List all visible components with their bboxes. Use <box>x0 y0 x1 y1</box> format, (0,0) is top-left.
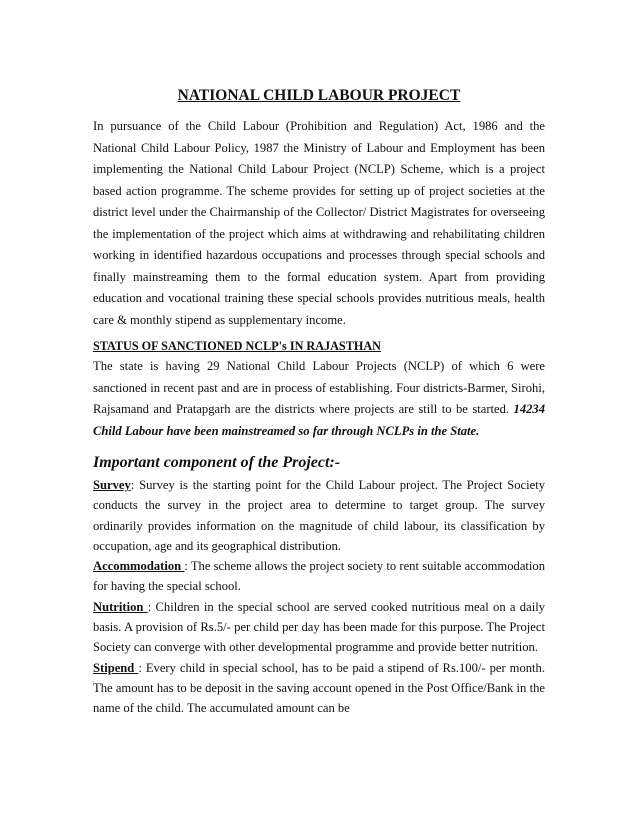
intro-paragraph: In pursuance of the Child Labour (Prohibition and Regulation) Act, 1986 and the National Child Labour Policy, 1987 the Ministry of Labour and Employment has been implementing the National Child Labour Project (NCLP) Scheme, which is a project based action programme. The scheme provides for setting up of project societies at the district level under the Chairmanship of the Collector/ District Magistrates for overseeing the implementation of the project which aims at withdrawing and rehabilitating children working in identified hazardous occupations and processes through special schools and finally mainstreaming them to the formal education system. Apart from providing education and vocational training these special schools provides nutritious meals, health care & monthly stipend as supplementary income. <box>93 119 545 327</box>
component-sep-stipend: : <box>138 660 146 675</box>
status-paragraph <box>93 356 545 442</box>
component-term-nutrition: Nutrition <box>93 599 148 614</box>
status-text: The state is having 29 National Child Labour Projects (NCLP) of which 6 were sanctioned in recent past and are in process of establishing. Four districts-Barmer, Sirohi, Rajsamand and Pratapgarh are the districts where projects are still to be started. <box>93 359 545 416</box>
component-text-nutrition: Children in the special school are served cooked nutritious meal on a daily basis. A provision of Rs.5/- per child per day has been made for this purpose. The Project Society can converge with other developmental programme and provide better nutrition. <box>93 599 545 655</box>
component-sep-nutrition: : <box>147 599 156 614</box>
component-term-survey: Survey <box>93 478 131 492</box>
component-text-stipend: Every child in special school, has to be paid a stipend of Rs.100/- per month. The amount has to be deposit in the saving account opened in the Post Office/Bank in the name of the child. The accumulated amount can be <box>93 660 545 716</box>
component-stipend <box>93 658 545 719</box>
component-sep-survey: : <box>130 478 140 492</box>
component-text-accommodation: The scheme allows the project society to rent suitable accommodation for having the special school. <box>93 559 546 594</box>
components-heading: Important component of the Project:- <box>93 454 341 471</box>
component-term-accommodation: Accommodation <box>93 559 185 574</box>
component-sep-accommodation: : <box>184 559 191 574</box>
component-text-survey: Survey is the starting point for the Child Labour project. The Project Society conducts the survey in the project area to determine to target group. The survey ordinarily provides information on the magnitude of child labour, its classification by occupation, age and its geographical distribution. <box>93 478 546 553</box>
status-heading: STATUS OF SANCTIONED NCLP's IN RAJASTHAN <box>93 339 381 353</box>
status-highlight: 14234 Child Labour have been mainstreamed so far through NCLPs in the State. <box>93 402 545 438</box>
component-accommodation <box>93 556 545 597</box>
document-page <box>93 86 545 719</box>
component-term-stipend: Stipend <box>93 660 139 675</box>
component-survey <box>93 475 545 556</box>
component-nutrition <box>93 597 545 658</box>
page-title: NATIONAL CHILD LABOUR PROJECT <box>177 87 461 104</box>
